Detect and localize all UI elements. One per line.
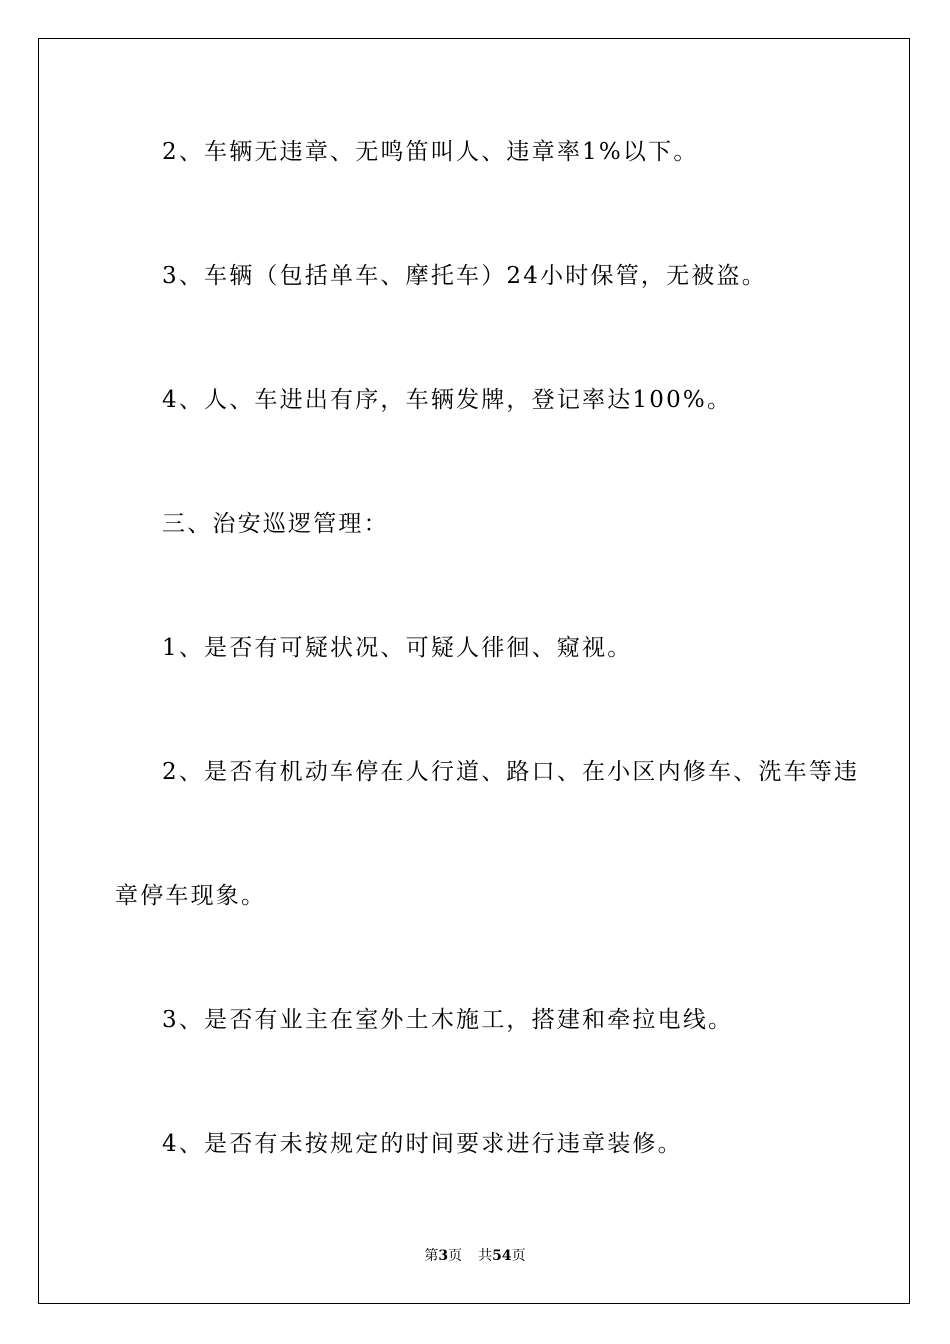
total-suffix: 页 [511,1248,526,1264]
paragraph-construction: 3、是否有业主在室外土木施工，搭建和牵拉电线。 [162,1007,734,1033]
section-heading-patrol: 三、治安巡逻管理： [162,511,389,537]
total-pages: 54 [492,1248,512,1264]
paragraph-suspicious: 1、是否有可疑状况、可疑人徘徊、窥视。 [162,635,633,661]
paragraph-vehicle-violation: 2、车辆无违章、无鸣笛叫人、违章率1%以下。 [162,139,699,165]
page-footer [0,1249,950,1263]
paragraph-entry-exit: 4、人、车进出有序，车辆发牌，登记率达100%。 [162,387,733,413]
page-border [38,38,910,1304]
paragraph-illegal-parking-continued: 章停车现象。 [115,883,267,909]
page-number: 3 [438,1248,449,1264]
page-prefix: 第 [424,1248,439,1264]
page-suffix: 页 [448,1248,463,1264]
total-prefix: 共 [478,1248,493,1264]
paragraph-vehicle-custody: 3、车辆（包括单车、摩托车）24小时保管，无被盗。 [162,263,767,289]
paragraph-renovation: 4、是否有未按规定的时间要求进行违章装修。 [162,1131,683,1157]
paragraph-illegal-parking: 2、是否有机动车停在人行道、路口、在小区内修车、洗车等违 [162,759,860,785]
